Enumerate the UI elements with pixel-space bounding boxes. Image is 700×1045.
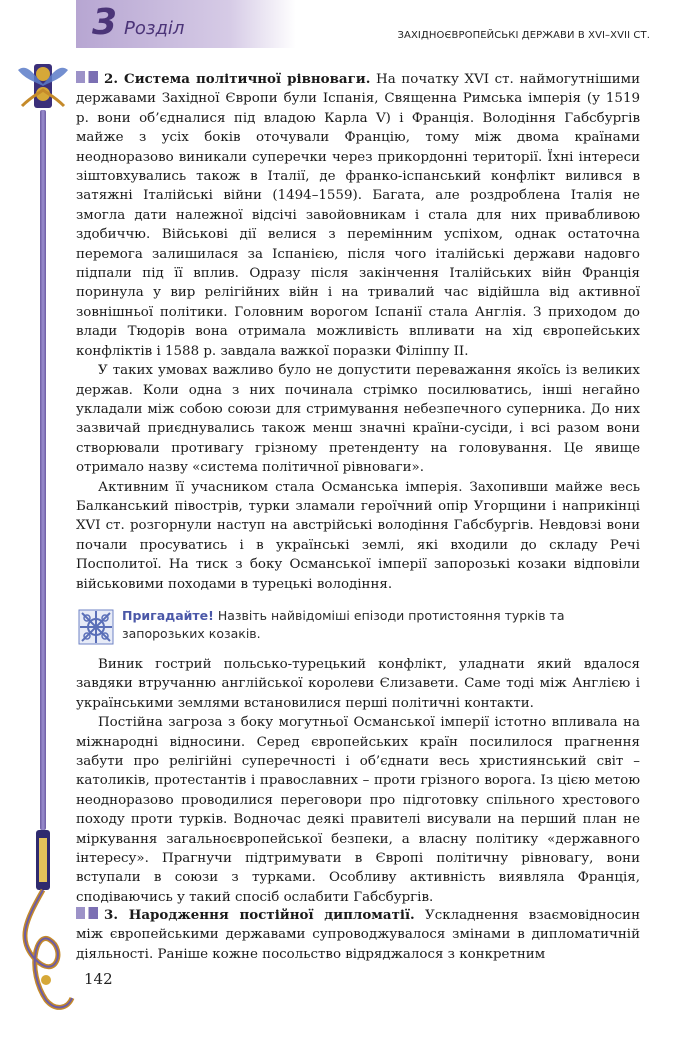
section-2-title: 2. Система політичної рівноваги.: [104, 71, 371, 87]
chapter-number: 3: [92, 2, 118, 43]
page-number: 142: [84, 970, 113, 988]
margin-decorative-line: [40, 110, 46, 830]
section-marker-icon: [76, 71, 98, 83]
section-2-paragraph-1: [76, 70, 640, 361]
section-marker-icon: [76, 907, 98, 919]
chapter-label: Розділ: [124, 18, 185, 39]
section-3-paragraph-1-text: Ускладнення взаємовідносин між європейськими державами супроводжувалося змінами в дипломатичній діяльності. Раніше кожне посольство відряджалося з конкретним: [76, 908, 640, 962]
remember-label: Пригадайте!: [122, 608, 214, 623]
celtic-knot-bottom-ornament-icon: [6, 830, 78, 1020]
running-title: ЗАХІДНОЄВРОПЕЙСЬКІ ДЕРЖАВИ В XVI–XVII СТ.: [397, 30, 650, 41]
section-2-paragraph-5: Постійна загроза з боку могутньої Османської імперії істотно впливала на міжнародні відносини. Серед європейських країн посилилося прагнення забути про релігійні суперечності і об’єднати весь християнський світ – католиків, протестантів і православних – проти грізного ворога. Із цією метою неодноразово проводилися переговори про підготовку спільного хрестового походу проти турків. Водночас деякі правителі висували на перший план не міркування загальноєвропейської безпеки, а власну політику «державного інтересу». Прагнучи підтримувати в Європі політичну рівновагу, вони вступали в союзи з турками. Особливу активність виявляла Франція, сподіваючись у такий спосіб ослабити Габсбургів.: [76, 715, 640, 905]
section-3-paragraph-1: [76, 906, 640, 964]
knot-pattern-icon: [78, 609, 114, 645]
remember-box: [78, 607, 644, 643]
section-2-continued: [76, 655, 640, 907]
remember-question: Назвіть найвідоміші епізоди протистояння турків та запорозьких козаків.: [122, 608, 565, 641]
remember-text: [122, 607, 644, 643]
section-3-body: [76, 906, 640, 964]
section-2-paragraph-4: Виник гострий польсько-турецький конфлікт, уладнати який вдалося завдяки втручанню англійської королеви Єлизавети. Саме тоді між Англією і українськими землями встановилися перші політичні контакти.: [76, 657, 640, 711]
celtic-knot-ornament-icon: [14, 60, 72, 112]
section-2-paragraph-3: Активним її учасником стала Османська імперія. Захопивши майже весь Балканський півострів, турки зламали героїчний опір Угорщини і наприкінці XVI ст. розгорнули наступ на австрійські володіння Габсбургів. Невдовзі вони почали просуватись і в українські землі, які входили до складу Речі Посполитої. На тиск з боку Османської імперії запорозькі козаки відповіли військовими походами в турецькі володіння.: [76, 479, 640, 592]
section-2-paragraph-2: У таких умовах важливо було не допустити переважання якоїсь із великих держав. Коли одна з них починала стрімко посилюватись, інші негайно укладали між собою союзи для стримування небезпечного суперника. До них зазвичай приєднувались також менш значні країни-сусіди, і всі разом вони створювали противагу грізному претенденту на головування. Це явище отримало назву «система політичної рівноваги».: [76, 363, 640, 476]
section-3-title: 3. Народження постійної дипломатії.: [104, 907, 415, 923]
section-2-paragraph-1-text: На початку XVI ст. наймогутнішими державами Західної Європи були Іспанія, Священна Римська імперія (у 1519 р. вони об’єдналися під владою Карла V) і Франція. Володіння Габсбургів майже з усіх боків оточували Францію, тому між двома країнами неодноразово виникали суперечки через прикордонні території. Їхні інтереси зіштовхувались також в Італії, де франко-іспанський конфлікт вилився в затяжні Італійські війни (1494–1559). Багата, але роздроблена Італія не змогла дати належної відсічі завойовникам і стала для них привабливою здобиччю. Військові дії велися з перемінним успіхом, однак остаточна перемога залишилася за Іспанією, після чого італійські держави надовго підпали під її вплив. Одразу після закінчення Італійських війн Франція поринула у вир релігійних війн і на тривалий час відійшла від активної зовнішньої політики. Головним ворогом Іспанії стала Англія. З приходом до влади Тюдорів вона отримала можливість впливати на хід європейських конфліктів і 1588 р. завдала важкої поразки Філіппу II.: [76, 72, 640, 359]
section-2-body: [76, 70, 640, 594]
